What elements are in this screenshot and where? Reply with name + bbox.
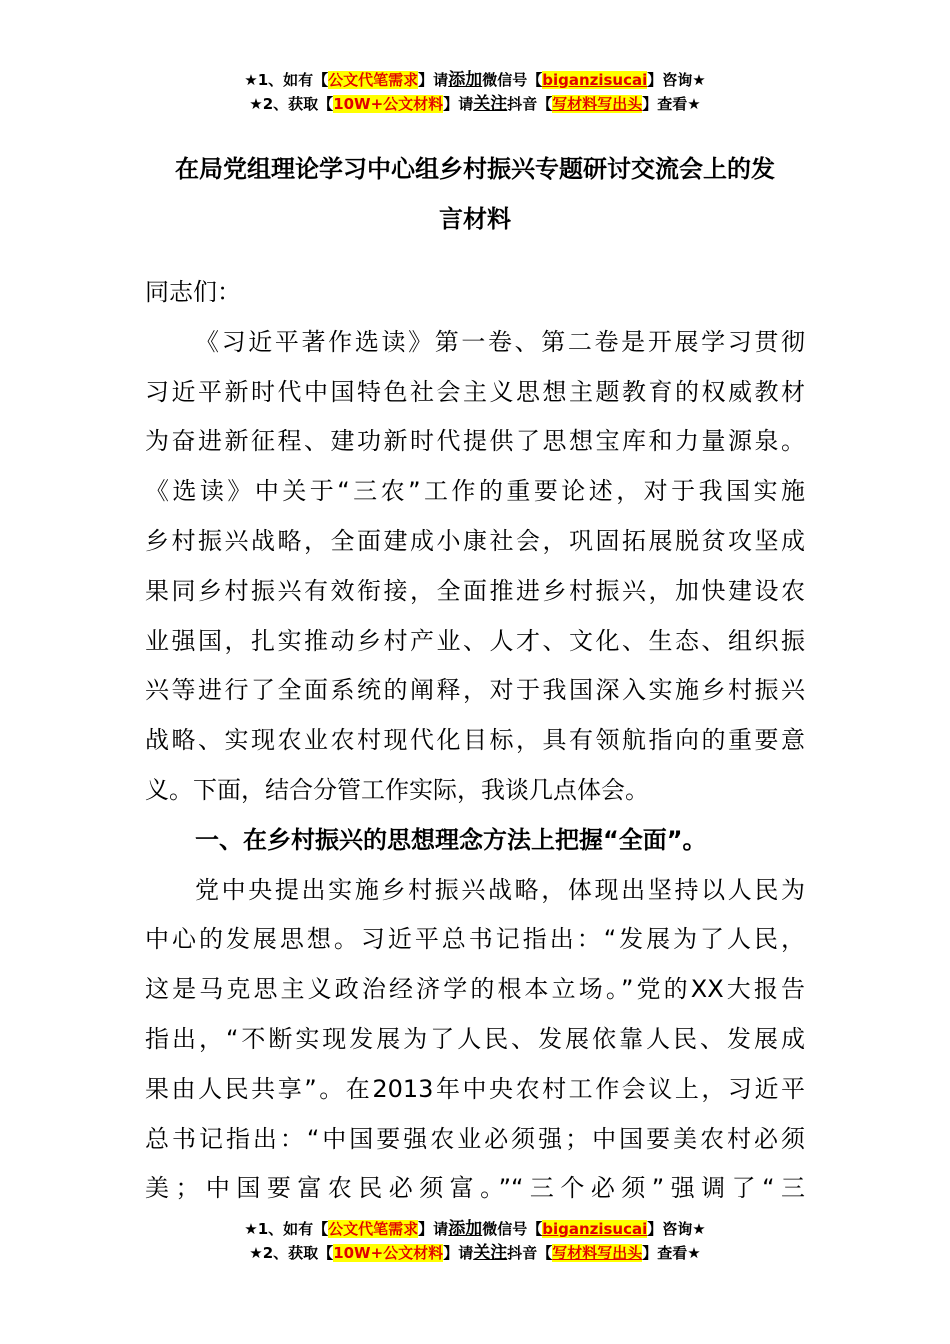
text-line: 这是马克思主义政治经济学的根本立场。”党的XX大报告 xyxy=(145,975,805,1004)
banner-line-2: ★2、获取【10W+公文材料】请关注抖音【写材料写出头】查看★ xyxy=(249,94,701,114)
text-line: 果由人民共享”。在2013年中央农村工作会议上，习近平 xyxy=(145,1074,805,1103)
text-line: 同志们： xyxy=(145,278,241,306)
text-line: 《选读》中关于“三农”工作的重要论述，对于我国实施 xyxy=(145,477,805,506)
text-line: 中心的发展思想。习近平总书记指出：“发展为了人民， xyxy=(145,925,805,954)
banner-line-1: ★1、如有【公文代笔需求】请添加微信号【biganzisucai】咨询★ xyxy=(244,1219,706,1239)
text-line: 《习近平著作选读》第一卷、第二卷是开展学习贯彻 xyxy=(195,327,805,356)
banner-line-2: ★2、获取【10W+公文材料】请关注抖音【写材料写出头】查看★ xyxy=(249,1243,701,1263)
text-line: 总书记指出：“中国要强农业必须强；中国要美农村必须 xyxy=(145,1124,805,1153)
text-line: 为奋进新征程、建功新时代提供了思想宝库和力量源泉。 xyxy=(145,427,805,456)
document-body xyxy=(145,268,805,1214)
text-line: 美；中国要富农民必须富。”“三个必须”强调了“三 xyxy=(145,1174,805,1203)
text-line: 战略、实现农业农村现代化目标，具有领航指向的重要意 xyxy=(145,726,805,755)
text-line: 党中央提出实施乡村振兴战略，体现出坚持以人民为 xyxy=(195,875,805,904)
text-line: 习近平新时代中国特色社会主义思想主题教育的权威教材 xyxy=(145,377,805,406)
document-title: 在局党组理论学习中心组乡村振兴专题研讨交流会上的发 言材料 xyxy=(175,155,775,233)
text-line: 果同乡村振兴有效衔接，全面推进乡村振兴，加快建设农 xyxy=(145,576,805,605)
text-line: 乡村振兴战略，全面建成小康社会，巩固拓展脱贫攻坚成 xyxy=(145,526,805,555)
banner-line-1: ★1、如有【公文代笔需求】请添加微信号【biganzisucai】咨询★ xyxy=(244,70,706,90)
header-banner xyxy=(0,68,950,116)
text-line: 兴等进行了全面系统的阐释，对于我国深入实施乡村振兴 xyxy=(145,676,805,705)
text-line: 业强国，扎实推动乡村产业、人才、文化、生态、组织振 xyxy=(145,626,805,655)
text-line: 指出，“不断实现发展为了人民、发展依靠人民、发展成 xyxy=(145,1024,805,1053)
footer-banner xyxy=(0,1217,950,1265)
text-line: 义。下面，结合分管工作实际，我谈几点体会。 xyxy=(145,775,649,804)
section-heading: 一、在乡村振兴的思想理念方法上把握“全面”。 xyxy=(195,825,707,854)
